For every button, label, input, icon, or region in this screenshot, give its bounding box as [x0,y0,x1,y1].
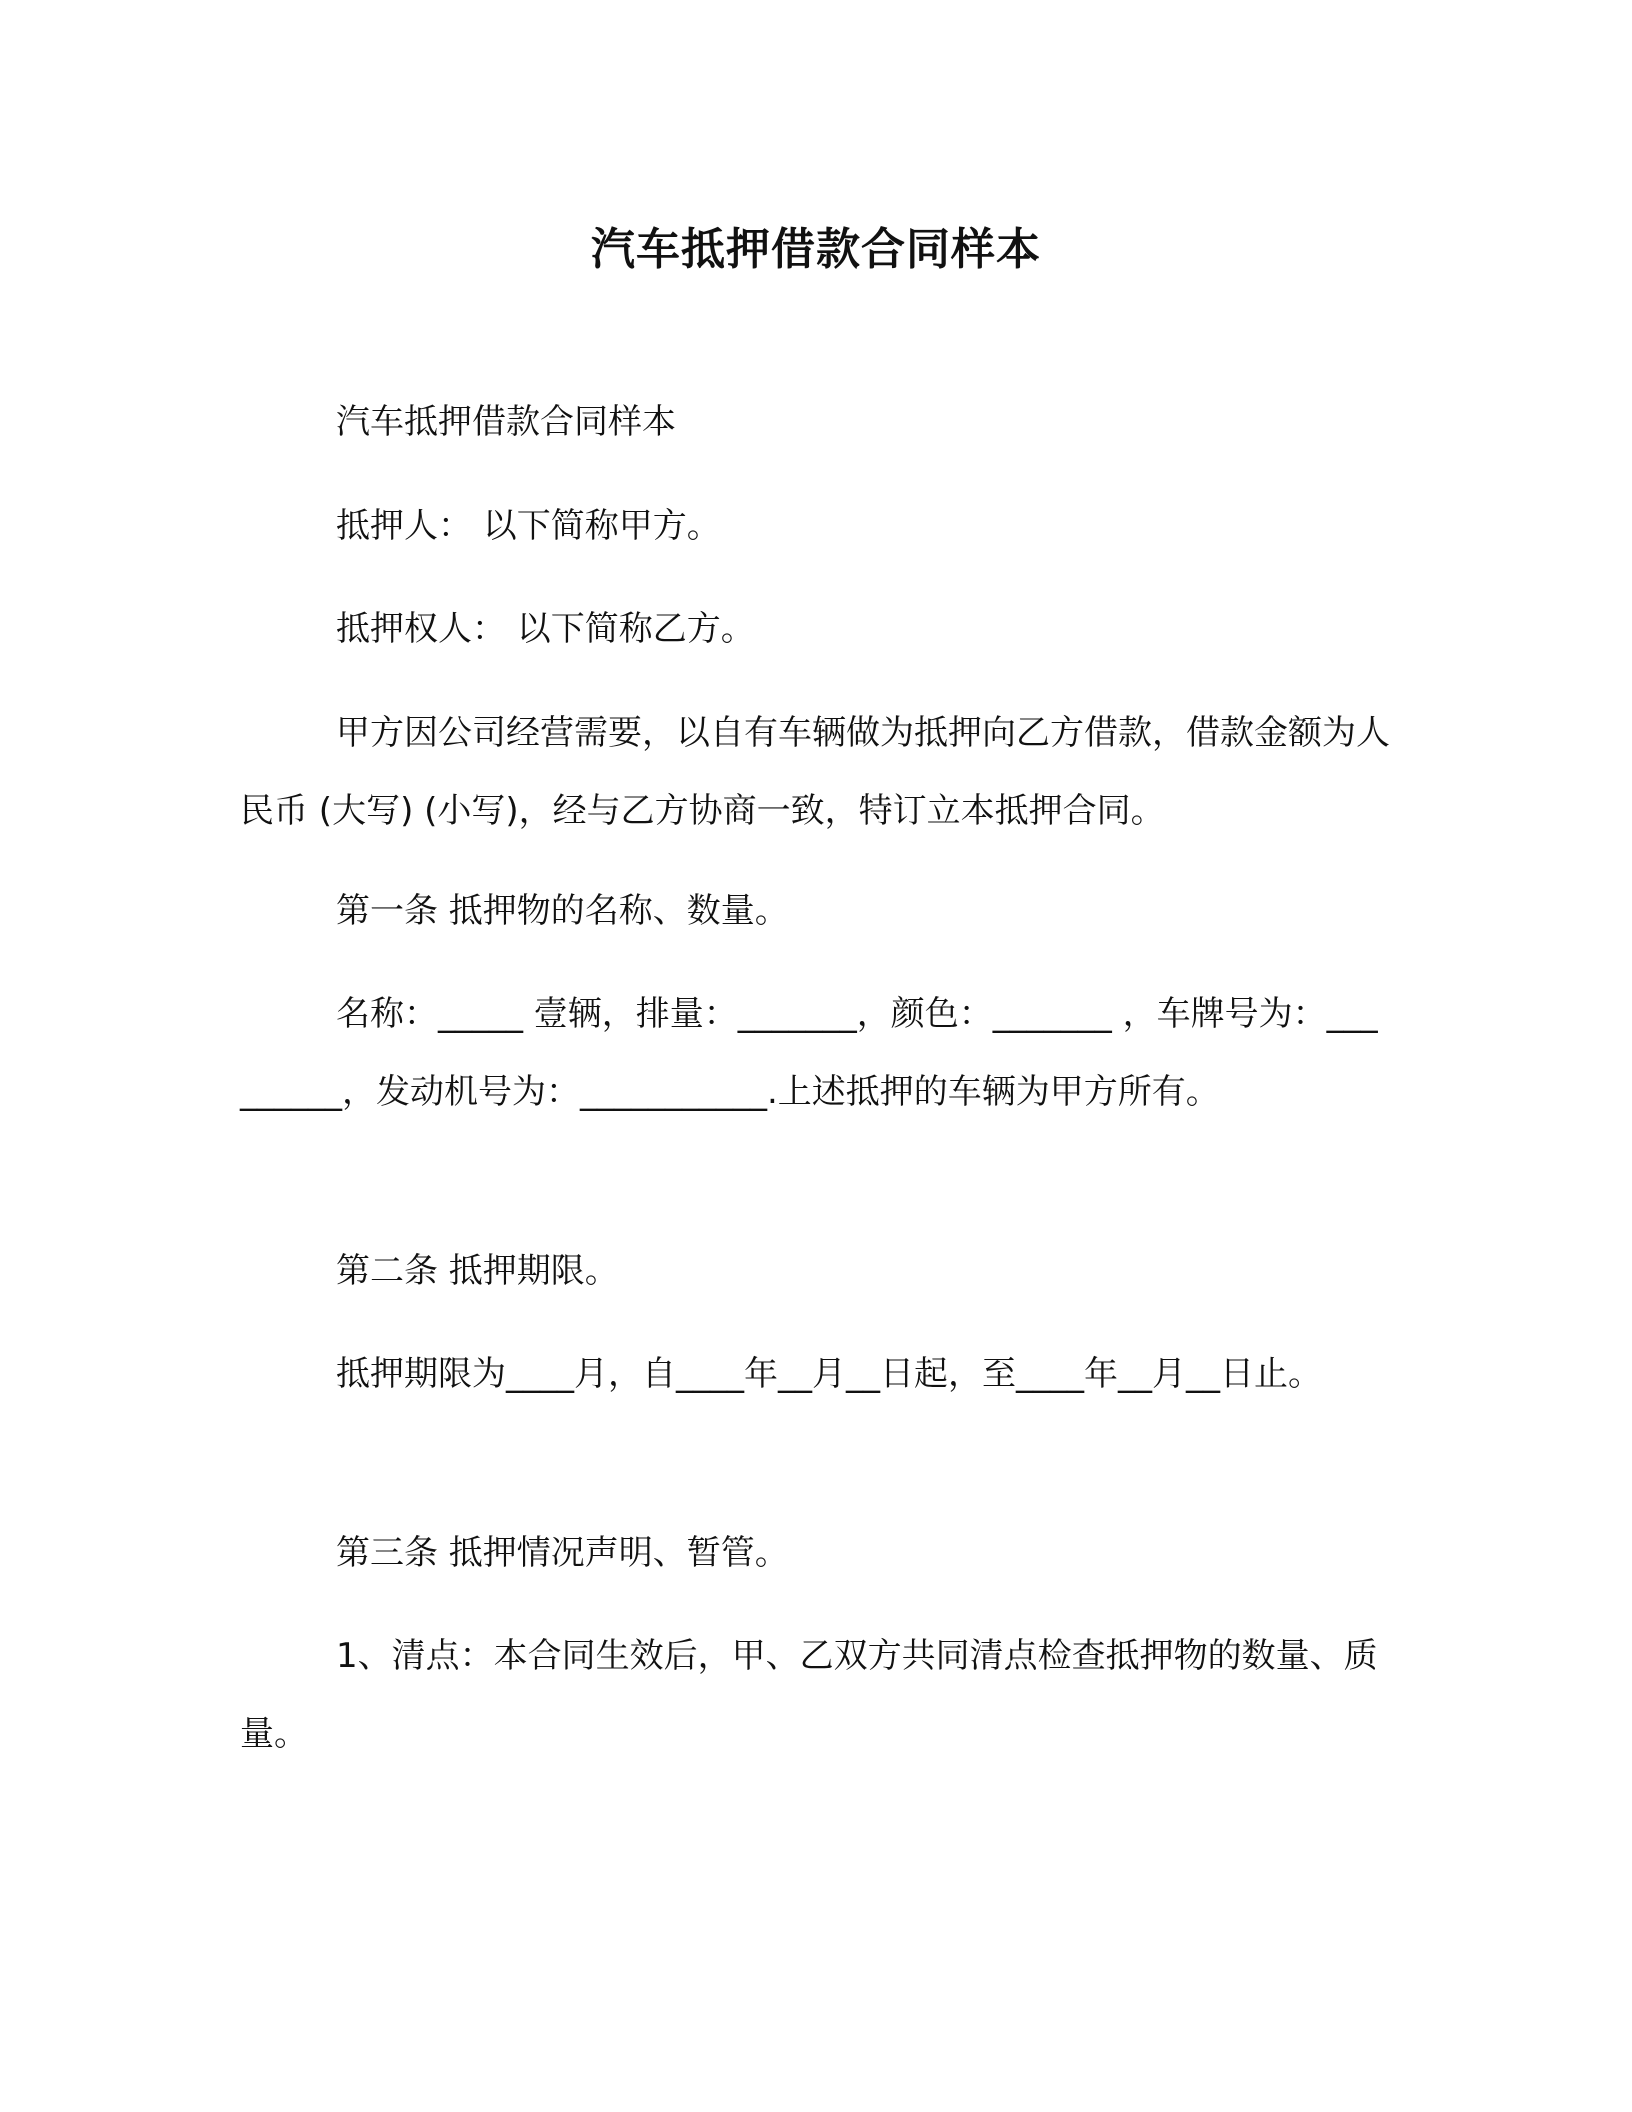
inventory-clause-paragraph: 1、清点：本合同生效后，甲、乙双方共同清点检查抵押物的数量、质量。 [240,1636,1378,1754]
document-title: 汽车抵押借款合同样本 [591,224,1041,275]
mortgagor-paragraph: 抵押人： 以下简称甲方。 [336,506,721,546]
vehicle-details-paragraph: 名称：_____ 壹辆，排量：_______，颜色：_______ ，车牌号为：_________，发动机号为：___________.上述抵押的车辆为甲方所有。 [240,994,1378,1112]
article-three-heading: 第三条 抵押情况声明、暂管。 [336,1533,789,1573]
loan-purpose-paragraph: 甲方因公司经营需要，以自有车辆做为抵押向乙方借款，借款金额为人民币 (大写) (小写)，经与乙方协商一致，特订立本抵押合同。 [240,713,1390,831]
subtitle-paragraph: 汽车抵押借款合同样本 [336,402,676,442]
mortgagee-paragraph: 抵押权人： 以下简称乙方。 [336,609,755,649]
mortgage-period-paragraph: 抵押期限为____月，自____年__月__日起，至____年__月__日止。 [336,1354,1322,1394]
article-two-heading: 第二条 抵押期限。 [336,1251,619,1291]
article-one-heading: 第一条 抵押物的名称、数量。 [336,891,789,931]
